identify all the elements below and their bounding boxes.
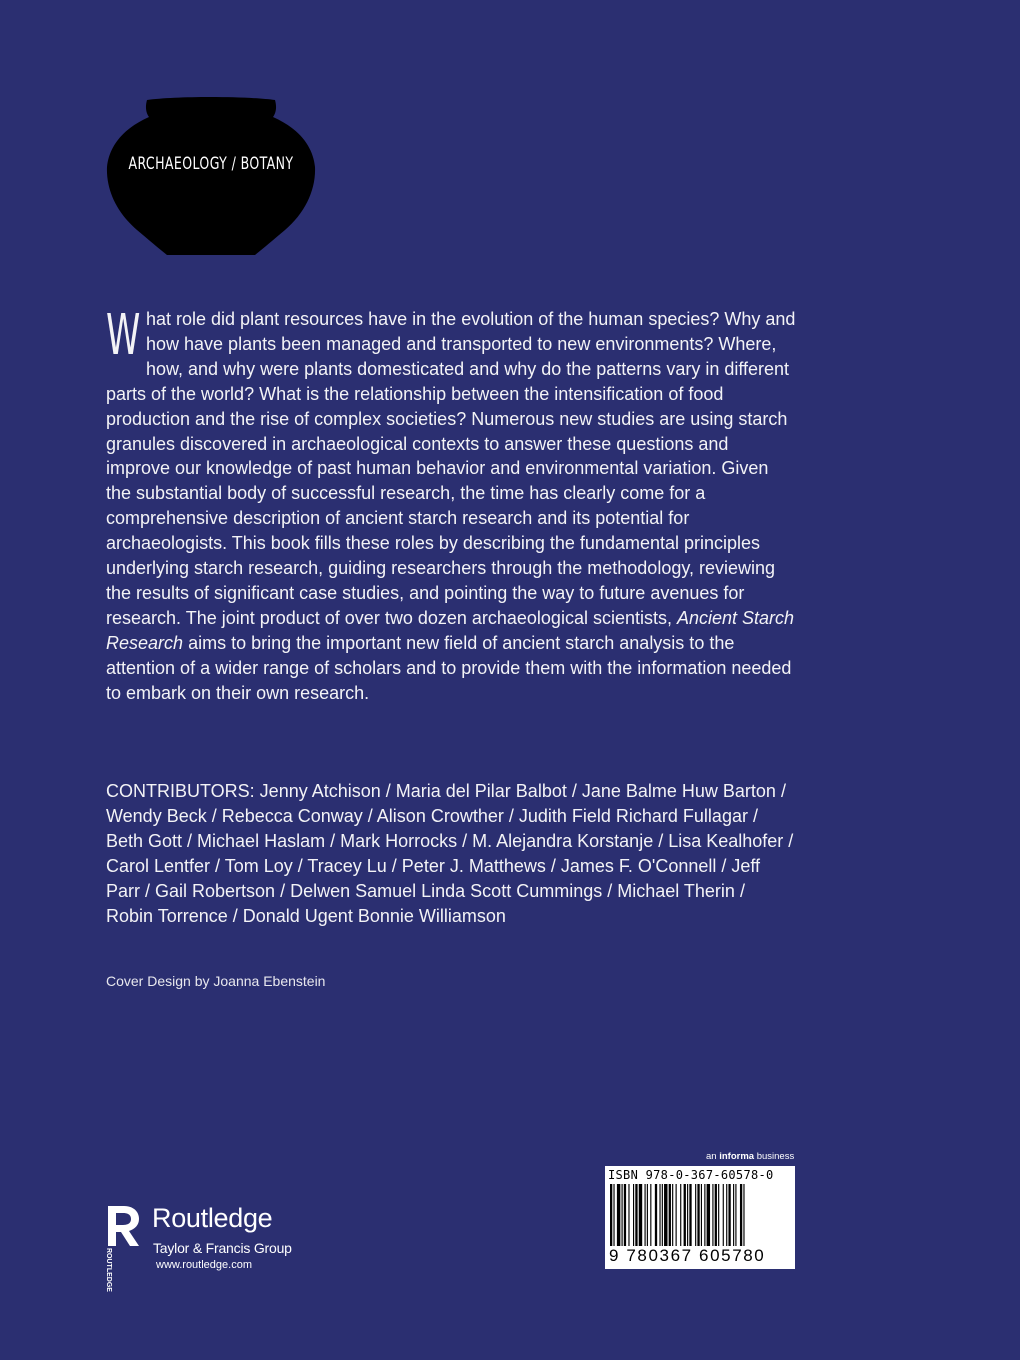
barcode-bar — [622, 1184, 623, 1246]
barcode-bar — [650, 1184, 651, 1246]
routledge-vertical-text: ROUTLEDGE — [105, 1248, 112, 1292]
publisher-url: www.routledge.com — [156, 1259, 252, 1271]
barcode-bar — [659, 1184, 660, 1246]
barcode-bar — [687, 1184, 688, 1246]
barcode-bar — [633, 1184, 634, 1246]
barcode-bar — [733, 1184, 734, 1246]
barcode-bar — [664, 1184, 667, 1246]
barcode-bars — [608, 1184, 792, 1246]
barcode-bar — [728, 1184, 730, 1246]
barcode-bar — [676, 1184, 677, 1246]
barcode-bar — [704, 1184, 705, 1246]
book-description — [106, 303, 796, 706]
barcode-bar — [645, 1184, 646, 1246]
barcode-bar — [712, 1184, 713, 1246]
barcode-bar — [695, 1184, 696, 1246]
barcode-bar — [707, 1184, 710, 1246]
barcode-bar — [662, 1184, 663, 1246]
barcode-bar — [624, 1184, 626, 1246]
barcode-bar — [740, 1184, 742, 1246]
barcode-bar — [701, 1184, 702, 1246]
barcode-bar — [647, 1184, 648, 1246]
barcode-bar — [743, 1184, 744, 1246]
barcode-bar — [697, 1184, 699, 1246]
barcode-bar — [735, 1184, 736, 1246]
barcode-bar — [635, 1184, 637, 1246]
informa-suffix: business — [756, 1151, 795, 1162]
barcode-bar — [639, 1184, 642, 1246]
barcode-bar — [689, 1184, 691, 1246]
drop-cap: W — [106, 303, 141, 368]
barcode-bar — [726, 1184, 727, 1246]
barcode-bar — [718, 1184, 719, 1246]
category-label: ARCHAEOLOGY / BOTANY — [128, 154, 294, 174]
book-title-italic: Ancient Starch Research — [106, 607, 795, 653]
barcode-bar — [715, 1184, 717, 1246]
isbn-digits: 9 780367 605780 — [609, 1246, 766, 1265]
isbn-barcode — [605, 1166, 795, 1269]
barcode-bar — [672, 1184, 673, 1246]
informa-brand: informa — [719, 1151, 755, 1162]
publisher-name: Routledge — [152, 1203, 273, 1233]
barcode-bar — [655, 1184, 657, 1246]
barcode-bar — [723, 1184, 724, 1246]
barcode-bar — [628, 1184, 629, 1246]
barcode-bar — [669, 1184, 671, 1246]
barcode-bar — [610, 1184, 612, 1246]
informa-tagline — [706, 1151, 794, 1162]
barcode-bar — [613, 1184, 614, 1246]
informa-prefix: an — [706, 1151, 717, 1162]
isbn-label: ISBN 978-0-367-60578-0 — [608, 1168, 774, 1182]
publisher-group: Taylor & Francis Group — [153, 1240, 292, 1256]
description-text-part2: aims to bring the important new field of ancient starch analysis to the attention of a wider range of scholars and to provide them with the information needed to embark on their own research. — [106, 632, 792, 703]
cover-design-credit: Cover Design by Joanna Ebenstein — [106, 973, 326, 989]
barcode-bar — [684, 1184, 686, 1246]
contributors-list: CONTRIBUTORS: Jenny Atchison / Maria del Pilar Balbot / Jane Balme Huw Barton / Wendy Beck / Rebecca Conway / Alison Crowther / Judith Field Richard Fullagar / Beth Gott / Michael Haslam / Mark Horrocks / M. Alejandra Korstanje / Lisa Kealhofer / Carol Lentfer / Tom Loy / Tracey Lu / Peter J. Matthews / James F. O'Connell / Jeff Parr / Gail Robertson / Delwen Samuel Linda Scott Cummings / Michael Therin / Robin Torrence / Donald Ugent Bonnie Williamson — [106, 781, 794, 926]
routledge-logo-icon — [104, 1206, 142, 1292]
pot-silhouette-icon — [105, 95, 317, 260]
barcode-bar — [617, 1184, 620, 1246]
description-text-part1: hat role did plant resources have in the evolution of the human species? Why and how have plants been managed and transported to new environments? Where, how, and why were plants domesticated and why do the patterns vary in different parts of the world? What is the relationship between the intensification of food production and the rise of complex societies? Numerous new studies are using starch granules discovered in archaeological contexts to answer these questions and improve our knowledge of past human behavior and environmental variation. Given the substantial body of successful research, the time has clearly come for a comprehensive description of ancient starch research and its potential for archaeologists. This book fills these roles by describing the fundamental principles underlying starch research, guiding researchers through the methodology, reviewing the results of significant case studies, and pointing the way to future avenues for research. The joint product of over two dozen archaeological scientists, — [106, 309, 796, 628]
barcode-bar — [680, 1184, 681, 1246]
